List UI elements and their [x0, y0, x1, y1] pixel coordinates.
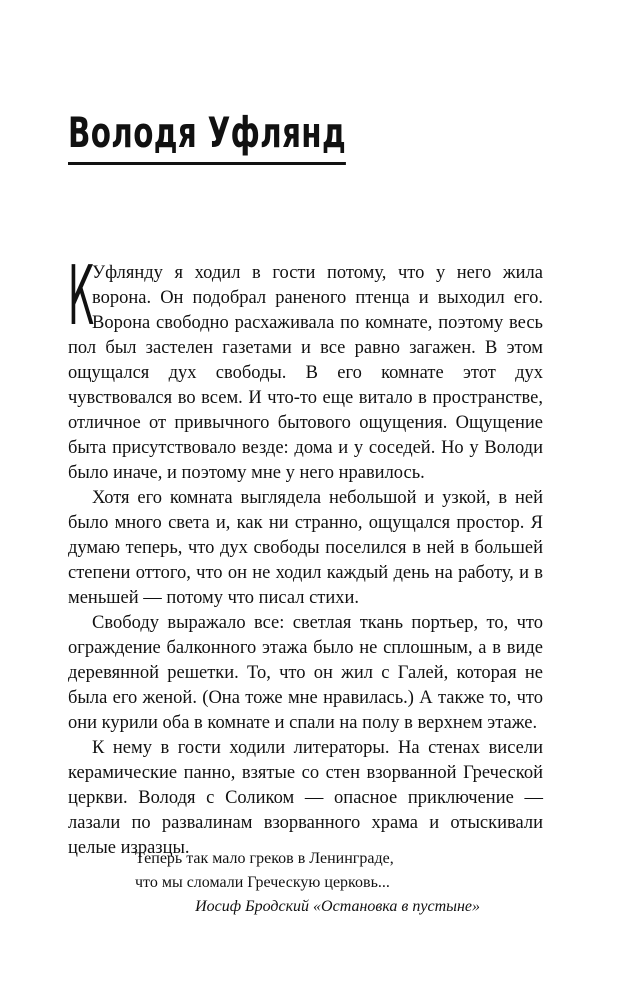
paragraph-1-text: Уфлянду я ходил в гости потому, что у него жила ворона. Он подобрал раненого птенца и выходил его. Ворона свободно расхаживала по комнате, поэтому весь пол был застелен газетами и все равно загажен. В этом ощущался дух свободы. В его комнате этот дух чувствовался во всем. И что-то еще витало в пространстве, отличное от привычного бытового ощущения. Ощущение быта присутствовало везде: дома и у соседей. Но у Володи было иначе, и поэтому мне у него нравилось.	[68, 263, 543, 483]
epigraph-line-2: что мы сломали Греческую церковь...	[135, 874, 390, 891]
body-text	[68, 249, 543, 861]
paragraph-4: К нему в гости ходили литераторы. На стенах висели керамические панно, взятые со стен взорванной Греческой церкви. Володя с Соликом — опасное приключение — лазали по развалинам взорванного храма и отыскивали целые изразцы.	[68, 738, 543, 858]
paragraph-1	[68, 249, 543, 486]
paragraph-3: Свободу выражало все: светлая ткань портьер, то, что ограждение балконного этажа было не сплошным, а в виде деревянной решетки. То, что он жил с Галей, которая не была его женой. (Она тоже мне нравилась.) А также то, что они курили оба в комнате и спали на полу в верхнем этаже.	[68, 613, 543, 733]
drop-cap: К	[68, 249, 95, 344]
epigraph-attribution: Иосиф Бродский «Остановка в пустыне»	[195, 898, 480, 915]
epigraph-line-1: Теперь так мало греков в Ленинграде,	[135, 850, 394, 867]
epigraph	[135, 847, 480, 919]
paragraph-2: Хотя его комната выглядела небольшой и узкой, в ней было много света и, как ни странно, ощущался простор. Я думаю теперь, что дух свободы поселился в ней в большей степени оттого, что он не ходил каждый день на работу, и в меньшей — потому что писал стихи.	[68, 488, 543, 608]
chapter-title: Володя Уфлянд	[68, 106, 346, 165]
